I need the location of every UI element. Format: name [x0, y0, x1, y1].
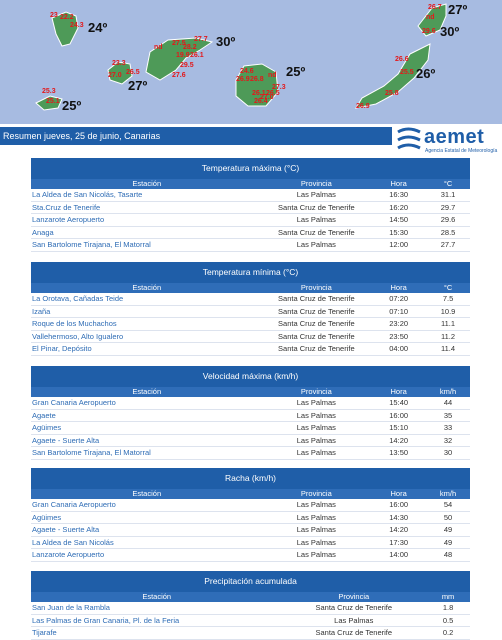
- map-label: 25.3: [42, 88, 56, 95]
- time: 14:20: [389, 435, 409, 445]
- map-label: 23: [50, 12, 58, 19]
- province: Las Palmas: [296, 525, 336, 534]
- province: Santa Cruz de Tenerife: [278, 294, 355, 303]
- table-row: [31, 512, 470, 525]
- station-link[interactable]: Tijarafe: [32, 628, 57, 637]
- province: Santa Cruz de Tenerife: [278, 306, 355, 316]
- value: 32: [443, 435, 453, 445]
- station-link[interactable]: Agaete: [32, 410, 56, 420]
- map-label: 26.6: [395, 56, 409, 63]
- value: 7.5: [442, 294, 454, 303]
- col-station: Estación: [132, 387, 162, 396]
- table-temp-min: [31, 262, 470, 356]
- value: 30: [443, 448, 453, 457]
- map-label: nd: [268, 72, 277, 79]
- province: Las Palmas: [296, 537, 336, 547]
- station-link[interactable]: La Aldea de San Nicolás: [32, 537, 114, 547]
- table-title: Racha (km/h): [31, 468, 470, 489]
- station-link[interactable]: Lanzarote Aeropuerto: [32, 550, 105, 559]
- station-link[interactable]: Agaete - Suerte Alta: [32, 525, 100, 534]
- time: 16:00: [389, 410, 409, 420]
- table-title: Temperatura máxima (°C): [31, 158, 470, 179]
- province: Las Palmas: [296, 410, 336, 420]
- value: 44: [443, 398, 453, 407]
- table-row: [31, 524, 470, 537]
- map-island-temp: 25º: [62, 98, 82, 113]
- table-row: [31, 331, 470, 344]
- value: 49: [443, 537, 453, 547]
- col-province: Provincia: [300, 283, 332, 292]
- table-header: [31, 592, 470, 602]
- map-label: 26.8: [250, 76, 264, 83]
- aemet-logo-subtitle: Agencia Estatal de Meteorología: [425, 148, 498, 154]
- table-header: [31, 489, 470, 499]
- time: 15:30: [389, 227, 409, 237]
- province: Las Palmas: [296, 190, 336, 199]
- map-label: 23.3: [112, 60, 126, 67]
- map-label: 26.5: [266, 90, 280, 97]
- value: 28.5: [440, 227, 456, 237]
- table-wind-speed: [31, 366, 470, 460]
- col-station: Estación: [132, 179, 162, 188]
- map-label: 26.9: [356, 103, 370, 110]
- province: Santa Cruz de Tenerife: [278, 227, 355, 237]
- map-label: 27.5: [172, 40, 186, 47]
- map-island-temp: 26º: [416, 66, 436, 81]
- map-label: 22.2: [60, 14, 74, 21]
- table-header: [31, 179, 470, 189]
- col-time: Hora: [390, 489, 407, 498]
- col-station: Estación: [132, 283, 162, 292]
- station-link[interactable]: Sta.Cruz de Tenerife: [32, 202, 101, 212]
- time: 16:00: [389, 500, 409, 509]
- time: 23:20: [389, 319, 409, 328]
- map-island-temp: 25º: [286, 64, 306, 79]
- time: 16:30: [389, 190, 409, 199]
- value: 49: [443, 525, 453, 534]
- province: Las Palmas: [296, 240, 336, 249]
- map-island-temp: 27º: [128, 78, 148, 93]
- map-island-temp: 27º: [448, 2, 468, 17]
- table-row: [31, 615, 470, 628]
- province: Las Palmas: [296, 423, 336, 432]
- station-link[interactable]: Agüimes: [32, 423, 62, 432]
- value: 11.4: [441, 344, 456, 353]
- value: 11.1: [441, 319, 456, 328]
- value: 0.2: [442, 628, 454, 637]
- table-title: Precipitación acumulada: [31, 571, 470, 592]
- station-link[interactable]: Vallehermoso, Alto Igualero: [32, 331, 124, 341]
- map-label: 27.0: [108, 72, 122, 79]
- station-link[interactable]: Agüimes: [32, 512, 62, 522]
- table-row: [31, 627, 470, 640]
- value: 10.9: [440, 306, 456, 316]
- station-link[interactable]: Agaete - Suerte Alta: [32, 435, 100, 445]
- map-label: 26.5: [126, 69, 140, 76]
- table-row: [31, 189, 470, 202]
- table-precipitation: [31, 571, 470, 640]
- table-header: [31, 283, 470, 293]
- time: 15:40: [389, 398, 409, 407]
- table-row: [31, 293, 470, 306]
- table-row: [31, 422, 470, 435]
- col-value: °C: [443, 179, 453, 188]
- table-row: [31, 318, 470, 331]
- table-title: Velocidad máxima (km/h): [31, 366, 470, 387]
- province: Santa Cruz de Tenerife: [278, 202, 355, 212]
- map-label: nd: [154, 44, 163, 51]
- time: 14:00: [389, 550, 409, 559]
- province: Santa Cruz de Tenerife: [315, 603, 393, 612]
- aemet-logo-word: aemet: [424, 126, 485, 148]
- province: Santa Cruz de Tenerife: [278, 331, 355, 341]
- table-row: [31, 435, 470, 448]
- map-label: 26.7: [428, 4, 442, 11]
- value: 33: [443, 423, 453, 432]
- value: 29.7: [440, 202, 456, 212]
- col-value: °C: [443, 283, 453, 292]
- station-link[interactable]: San Juan de la Rambla: [32, 603, 110, 612]
- table-row: [31, 602, 470, 615]
- station-link[interactable]: Roque de los Muchachos: [32, 319, 117, 328]
- summary-title: Resumen jueves, 25 de junio, Canarias: [3, 131, 161, 141]
- province: Las Palmas: [296, 435, 336, 445]
- value: 0.5: [442, 615, 454, 625]
- table-row: [31, 499, 470, 512]
- station-link[interactable]: Lanzarote Aeropuerto: [32, 215, 105, 224]
- value: 48: [443, 550, 453, 559]
- value: 27.7: [440, 240, 456, 249]
- province: Las Palmas: [296, 448, 336, 457]
- col-province: Provincia: [300, 387, 332, 396]
- table-row: [31, 202, 470, 215]
- station-link[interactable]: Gran Canaria Aeropuerto: [32, 398, 116, 407]
- time: 14:50: [389, 215, 409, 224]
- col-time: Hora: [390, 283, 407, 292]
- aemet-logo: [396, 126, 500, 156]
- province: Las Palmas: [296, 215, 336, 224]
- table-row: [31, 239, 470, 252]
- province: Las Palmas: [334, 615, 374, 625]
- table-row: [31, 410, 470, 423]
- map-label: 19.9: [176, 52, 190, 59]
- table-title: Temperatura mínima (°C): [31, 262, 470, 283]
- time: 04:00: [389, 344, 409, 353]
- value: 50: [443, 512, 453, 522]
- value: 54: [443, 500, 453, 509]
- col-province: Provincia: [300, 179, 332, 188]
- map-label: 27.0: [260, 94, 274, 101]
- map-label: 26.1: [190, 52, 204, 59]
- map-island-temp: 24º: [88, 20, 108, 35]
- map-label: 26.4: [254, 98, 268, 105]
- col-station: Estación: [142, 592, 172, 601]
- province: Santa Cruz de Tenerife: [278, 319, 355, 328]
- table-row: [31, 214, 470, 227]
- table-row: [31, 397, 470, 410]
- time: 07:20: [389, 294, 409, 303]
- station-link[interactable]: La Orotava, Cañadas Teide: [32, 294, 124, 303]
- province: Las Palmas: [296, 550, 336, 559]
- value: 29.6: [440, 215, 456, 224]
- value: 11.2: [441, 331, 456, 341]
- canary-islands-map: [0, 0, 502, 124]
- time: 14:30: [389, 512, 409, 522]
- province: Las Palmas: [296, 398, 336, 407]
- value: 31.1: [440, 190, 456, 199]
- value: 1.8: [442, 603, 454, 612]
- col-value: km/h: [439, 387, 457, 396]
- map-label: 27.6: [172, 72, 186, 79]
- col-time: Hora: [390, 179, 407, 188]
- col-value: km/h: [439, 489, 457, 498]
- table-row: [31, 343, 470, 356]
- map-label: 26.9: [236, 76, 250, 83]
- col-value: mm: [441, 592, 455, 601]
- map-label: 26.1: [252, 90, 266, 97]
- map-label: 25.1: [46, 98, 60, 105]
- map-label: 25.8: [385, 90, 399, 97]
- map-label: 24.6: [240, 68, 254, 75]
- value: 35: [443, 410, 453, 420]
- table-row: [31, 537, 470, 550]
- col-province: Provincia: [338, 592, 370, 601]
- table-header: [31, 387, 470, 397]
- station-link[interactable]: Gran Canaria Aeropuerto: [32, 500, 116, 509]
- map-island-temp: 30º: [440, 24, 460, 39]
- time: 13:50: [389, 448, 409, 457]
- summary-bar: [0, 127, 392, 145]
- province: Las Palmas: [296, 500, 336, 509]
- map-label: 27.3: [272, 84, 286, 91]
- table-gust: [31, 468, 470, 562]
- col-station: Estación: [132, 489, 162, 498]
- time: 15:10: [389, 423, 409, 432]
- province: Santa Cruz de Tenerife: [315, 628, 393, 637]
- station-link[interactable]: Anaga: [32, 227, 54, 237]
- col-time: Hora: [390, 387, 407, 396]
- province: Las Palmas: [296, 512, 336, 522]
- time: 23:50: [389, 331, 409, 341]
- station-link[interactable]: San Bartolome Tirajana, El Matorral: [32, 448, 151, 457]
- time: 17:30: [389, 537, 409, 547]
- station-link[interactable]: San Bartolome Tirajana, El Matorral: [32, 240, 151, 249]
- table-row: [31, 227, 470, 240]
- station-link[interactable]: Izaña: [32, 306, 51, 316]
- station-link[interactable]: Las Palmas de Gran Canaria, Pl. de la Feria: [32, 615, 180, 625]
- map-label: nd: [426, 14, 435, 21]
- table-row: [31, 447, 470, 460]
- table-row: [31, 549, 470, 562]
- map-label: 29.6: [422, 28, 436, 35]
- time: 16:20: [389, 202, 409, 212]
- map-label: 25.5: [400, 69, 414, 76]
- col-province: Provincia: [300, 489, 332, 498]
- map-label: 28.2: [183, 44, 197, 51]
- province: Santa Cruz de Tenerife: [278, 344, 355, 353]
- map-island-temp: 30º: [216, 34, 236, 49]
- map-label: 27.7: [194, 36, 208, 43]
- aemet-wave-icon: [396, 126, 424, 156]
- time: 07:10: [389, 306, 409, 316]
- table-temp-max: [31, 158, 470, 252]
- table-row: [31, 306, 470, 319]
- time: 14:20: [389, 525, 409, 534]
- station-link[interactable]: El Pinar, Depósito: [32, 344, 92, 353]
- station-link[interactable]: La Aldea de San Nicolás, Tasarte: [32, 190, 143, 199]
- map-label: 24.3: [70, 22, 84, 29]
- time: 12:00: [389, 240, 409, 249]
- map-label: 29.5: [180, 62, 194, 69]
